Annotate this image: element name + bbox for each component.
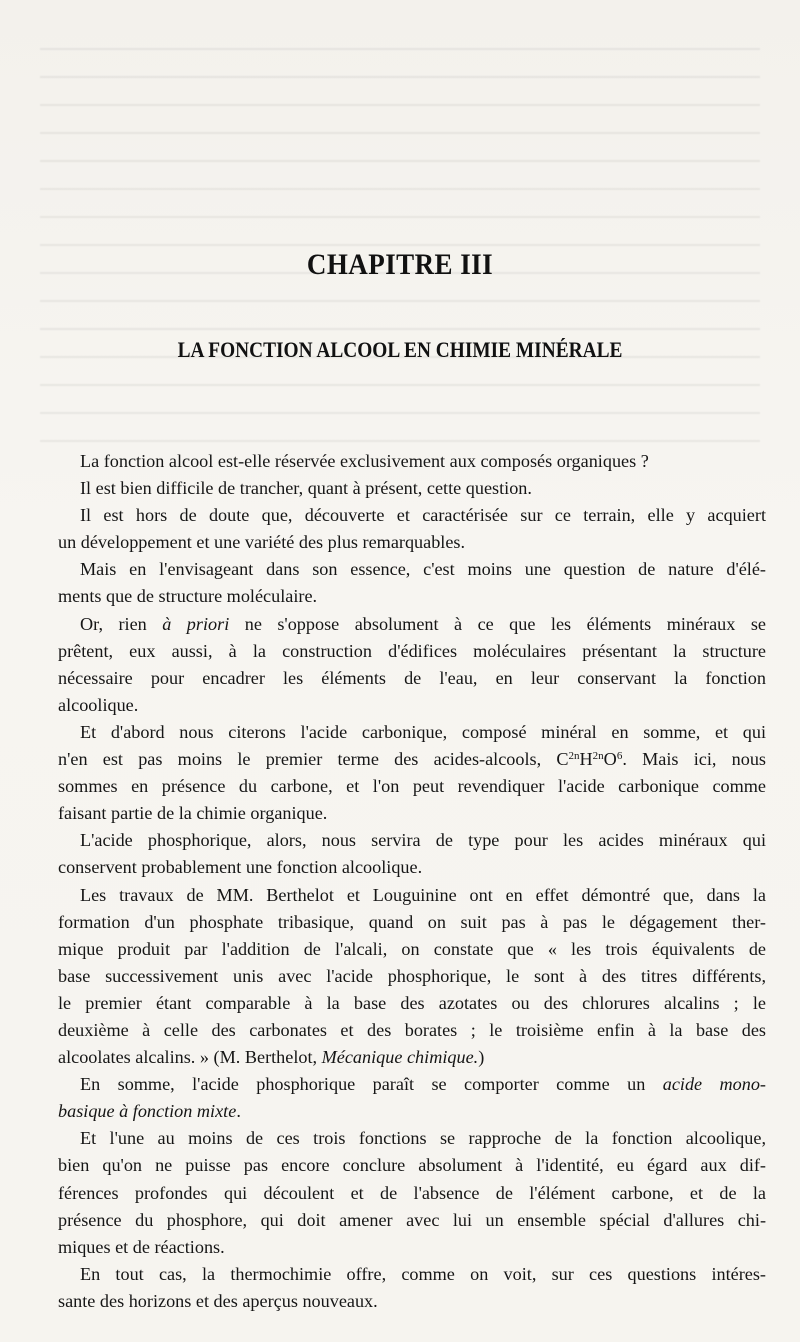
line-text: alcoolates alcalins. » (M. Berthelot, [58, 1047, 322, 1068]
chapter-title: CHAPITRE III [306, 248, 494, 281]
line-text: alcoolique. [58, 694, 139, 715]
text-line [58, 936, 766, 963]
text-line [58, 746, 766, 773]
line-text: présence du phosphore, qui doit amener avec lui un ensemble spécial d'allures chi- [58, 1209, 766, 1230]
chapter-subtitle: LA FONCTION ALCOOL EN CHIMIE MINÉRALE [177, 337, 623, 362]
line-text: mique produit par l'addition de l'alcali, on constate que « les trois équivalents de [58, 938, 766, 959]
superscript: 2n [592, 750, 604, 763]
line-text: L'acide phosphorique, alors, nous servira de type pour les acides minéraux qui [80, 830, 766, 851]
text-line [58, 502, 766, 529]
paragraph [58, 448, 766, 475]
text-line [58, 665, 766, 692]
line-text: . [236, 1101, 241, 1122]
text-line [58, 475, 766, 502]
text-line [58, 638, 766, 665]
text-line [58, 719, 766, 746]
text-line [58, 1125, 766, 1152]
paragraph [58, 611, 766, 719]
italic-text: Mécanique chimique. [321, 1047, 479, 1068]
line-text: sommes en présence du carbone, et l'on peut revendiquer l'acide carbonique comme [58, 776, 766, 797]
text-line [58, 583, 766, 610]
line-text: En somme, l'acide phosphorique paraît se comporter comme un [80, 1074, 663, 1095]
line-text: base successivement unis avec l'acide phosphorique, le sont à des titres différents, [58, 965, 766, 986]
text-line [58, 1017, 766, 1044]
text-line [58, 800, 766, 827]
text-line [58, 1180, 766, 1207]
line-text: le premier étant comparable à la base des azotates ou des chlorures alcalins ; le [58, 992, 766, 1013]
line-text: Il est bien difficile de trancher, quant à présent, cette question. [80, 478, 532, 499]
superscript: 2n [568, 750, 580, 763]
text-line [58, 990, 766, 1017]
paragraph [58, 1071, 766, 1125]
line-text: Or, rien [80, 613, 163, 634]
text-line [58, 611, 766, 638]
line-text: En tout cas, la thermochimie offre, comme on voit, sur ces questions intéres- [80, 1263, 766, 1284]
text-line [58, 1234, 766, 1261]
line-text: ) [478, 1047, 485, 1068]
text-line [58, 827, 766, 854]
text-line [58, 529, 766, 556]
line-text: sante des horizons et des aperçus nouveaux. [58, 1290, 378, 1311]
line-text: miques et de réactions. [58, 1236, 225, 1257]
text-line [58, 1152, 766, 1179]
paragraph [58, 502, 766, 556]
line-text: . Mais ici, nous [622, 749, 767, 770]
line-text: prêtent, eux aussi, à la construction d'édifices moléculaires présentant la structure [58, 640, 766, 661]
italic-text: à priori [162, 613, 230, 634]
line-text: conservent probablement une fonction alcoolique. [58, 857, 423, 878]
text-line [58, 1098, 766, 1125]
line-text: La fonction alcool est-elle réservée exclusivement aux composés organiques ? [80, 451, 649, 471]
text-line [58, 1207, 766, 1234]
paragraph [58, 1125, 766, 1260]
paragraph [58, 719, 766, 827]
paragraph [58, 475, 766, 502]
line-text: ments que de structure moléculaire. [58, 586, 318, 607]
line-text: ne s'oppose absolument à ce que les éléments minéraux se [229, 613, 766, 634]
line-text: Et l'une au moins de ces trois fonctions se rapproche de la fonction alcoolique, [80, 1128, 766, 1149]
line-text: un développement et une variété des plus remarquables. [58, 532, 466, 553]
line-text: Il est hors de doute que, découverte et caractérisée sur ce terrain, elle y acquiert [80, 505, 766, 526]
line-text: faisant partie de la chimie organique. [58, 803, 328, 824]
line-text: deuxième à celle des carbonates et des borates ; le troisième enfin à la base des [58, 1019, 766, 1040]
italic-text: acide mono- [662, 1074, 766, 1095]
paragraph [58, 882, 766, 1072]
line-text: H [579, 749, 593, 770]
text-line [58, 556, 766, 583]
line-text: bien qu'on ne puisse pas encore conclure absolument à l'identité, eu égard aux dif- [58, 1155, 766, 1176]
line-text: formation d'un phosphate tribasique, quand on suit pas à pas le dégagement ther- [58, 911, 766, 932]
superscript: 6 [616, 750, 623, 763]
show-through-text [40, 30, 760, 450]
text-line [58, 692, 766, 719]
text-line [58, 448, 766, 475]
line-text: O [603, 749, 617, 770]
text-line [58, 773, 766, 800]
line-text: Les travaux de MM. Berthelot et Louguinine ont en effet démontré que, dans la [80, 884, 766, 905]
text-line [58, 909, 766, 936]
line-text: Mais en l'envisageant dans son essence, c'est moins une question de nature d'élé- [80, 559, 766, 580]
italic-text: basique à fonction mixte [58, 1101, 237, 1122]
line-text: n'en est pas moins le premier terme des acides-alcools, C [58, 749, 569, 770]
text-line [58, 963, 766, 990]
line-text: férences profondes qui découlent et de l'absence de l'élément carbone, et de la [58, 1182, 766, 1203]
paragraph [58, 827, 766, 881]
paragraph [58, 1261, 766, 1315]
body-text [58, 448, 766, 1315]
line-text: Et d'abord nous citerons l'acide carbonique, composé minéral en somme, et qui [80, 721, 766, 742]
text-line [58, 854, 766, 881]
text-line [58, 882, 766, 909]
text-line [58, 1261, 766, 1288]
text-line [58, 1288, 766, 1315]
text-line [58, 1044, 766, 1071]
text-line [58, 1071, 766, 1098]
line-text: nécessaire pour encadrer les éléments de l'eau, en leur conservant la fonction [58, 667, 766, 688]
paragraph [58, 556, 766, 610]
